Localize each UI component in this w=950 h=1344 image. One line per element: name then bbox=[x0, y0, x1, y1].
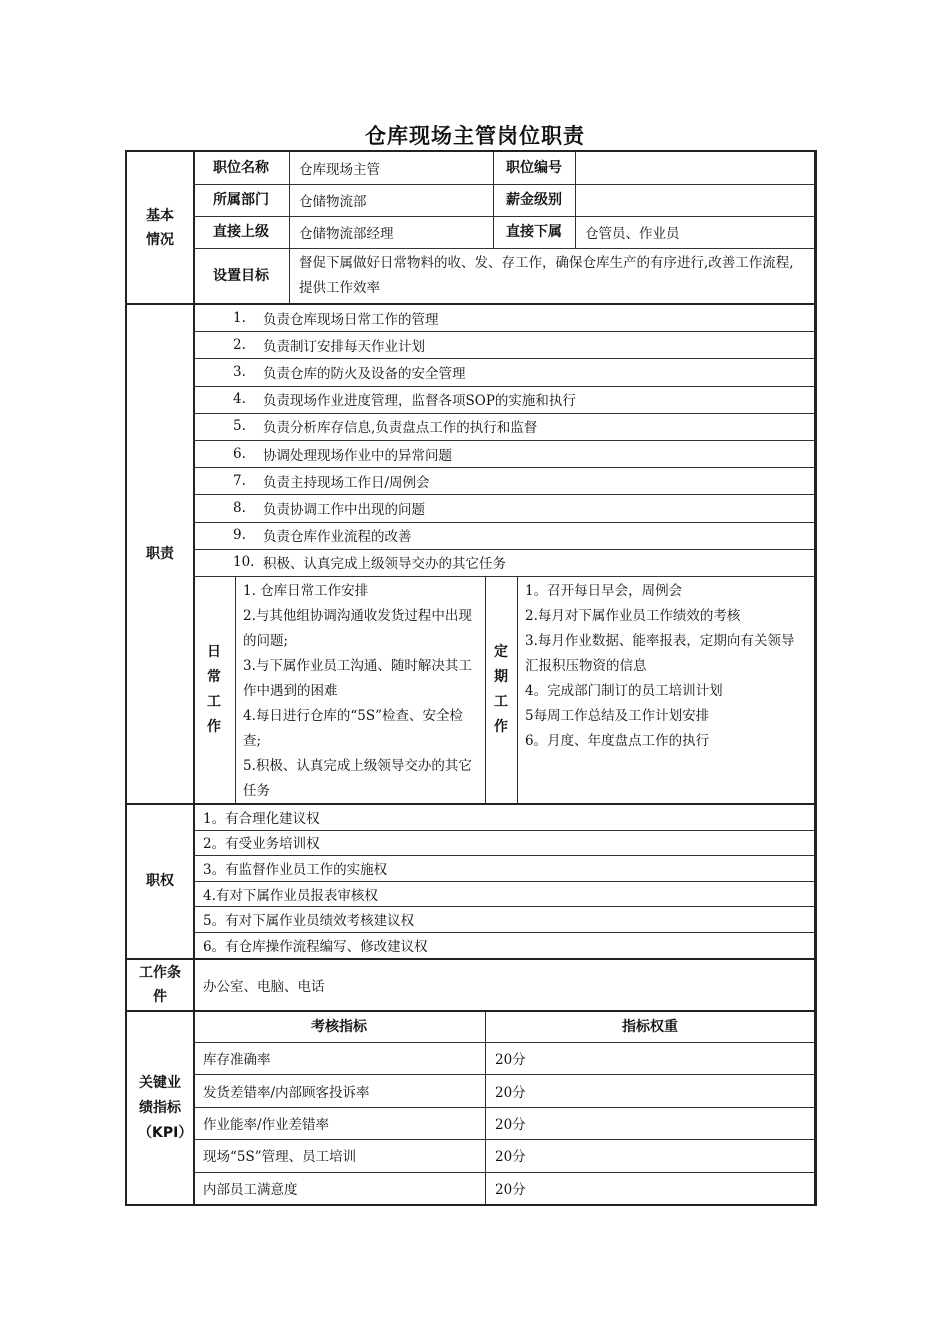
periodic-work-label: 定期工作 bbox=[494, 644, 508, 735]
pos-no-label: 职位编号 bbox=[506, 160, 562, 176]
authority-item: 2。有受业务培训权 bbox=[203, 836, 320, 853]
periodic-item: 3.每月作业数据、能率报表，定期向有关领导汇报积压物资的信息 bbox=[525, 633, 795, 674]
kpi-col-weight: 指标权重 bbox=[622, 1019, 678, 1035]
duty-text: 负责现场作业进度管理，监督各项SOP的实施和执行 bbox=[263, 393, 576, 410]
authority-item: 4.有对下属作业员报表审核权 bbox=[203, 887, 378, 904]
daily-work-list bbox=[235, 576, 485, 804]
duty-number: 4. bbox=[233, 391, 246, 408]
kpi-indicator: 现场“5S”管理、员工培训 bbox=[203, 1149, 357, 1166]
duty-item bbox=[193, 413, 815, 440]
section-label-duties: 职责 bbox=[146, 546, 174, 562]
superior-label: 直接上级 bbox=[213, 224, 269, 240]
kpi-indicator: 作业能率/作业差错率 bbox=[203, 1116, 330, 1133]
pos-name-label: 职位名称 bbox=[213, 160, 269, 176]
duty-item bbox=[193, 522, 815, 549]
dept-label: 所属部门 bbox=[213, 192, 269, 208]
divider bbox=[133, 1204, 191, 1206]
goal-label: 设置目标 bbox=[213, 267, 269, 284]
periodic-work-list bbox=[517, 576, 815, 804]
daily-item: 5.积极、认真完成上级领导交办的其它任务 bbox=[243, 758, 472, 799]
section-label-basic: 基本情况 bbox=[146, 208, 174, 248]
duty-number: 6. bbox=[233, 445, 246, 462]
kpi-weight: 20分 bbox=[495, 1181, 526, 1198]
duty-number: 1. bbox=[233, 309, 246, 326]
subordinate-value: 仓管员、作业员 bbox=[585, 226, 680, 242]
duty-text: 积极、认真完成上级领导交办的其它任务 bbox=[263, 556, 506, 573]
duty-text: 负责协调工作中出现的问题 bbox=[263, 501, 425, 518]
periodic-item: 2.每月对下属作业员工作绩效的考核 bbox=[525, 608, 741, 624]
duty-number: 3. bbox=[233, 363, 246, 380]
duty-number: 10. bbox=[233, 554, 255, 571]
kpi-weight: 20分 bbox=[495, 1084, 526, 1101]
section-label-conditions: 工作条件 bbox=[139, 965, 181, 1005]
daily-item: 2.与其他组协调沟通收发货过程中出现的问题; bbox=[243, 608, 472, 649]
duty-text: 负责分析库存信息,负责盘点工作的执行和监督 bbox=[263, 420, 538, 437]
duty-text: 负责制订安排每天作业计划 bbox=[263, 338, 425, 355]
kpi-indicator: 内部员工满意度 bbox=[203, 1181, 298, 1198]
duty-item bbox=[193, 494, 815, 521]
duty-number: 5. bbox=[233, 418, 246, 435]
authority-item: 6。有仓库操作流程编写、修改建议权 bbox=[203, 938, 428, 955]
duty-text: 负责仓库的防火及设备的安全管理 bbox=[263, 365, 466, 382]
duty-item bbox=[193, 331, 815, 358]
goal-value: 督促下属做好日常物料的收、发、存工作，确保仓库生产的有序进行,改善工作流程,提供工作效率 bbox=[299, 255, 794, 296]
salary-label: 薪金级别 bbox=[506, 192, 562, 208]
duty-text: 负责主持现场工作日/周例会 bbox=[263, 474, 430, 491]
duty-item bbox=[193, 549, 815, 576]
daily-item: 1. 仓库日常工作安排 bbox=[243, 583, 369, 599]
periodic-item: 6。月度、年度盘点工作的执行 bbox=[525, 733, 710, 749]
authority-item: 1。有合理化建议权 bbox=[203, 810, 320, 827]
kpi-indicator: 库存准确率 bbox=[203, 1052, 271, 1069]
pos-name-value: 仓库现场主管 bbox=[299, 162, 380, 178]
authority-item: 3。有监督作业员工作的实施权 bbox=[203, 861, 388, 878]
page-title: 仓库现场主管岗位职责 bbox=[365, 124, 585, 148]
duty-item bbox=[193, 304, 815, 331]
kpi-indicator: 发货差错率/内部顾客投诉率 bbox=[203, 1084, 370, 1101]
duty-item bbox=[193, 386, 815, 413]
duty-number: 8. bbox=[233, 499, 246, 516]
kpi-col-indicator: 考核指标 bbox=[311, 1019, 367, 1035]
superior-value: 仓储物流部经理 bbox=[299, 226, 394, 242]
periodic-item: 1。召开每日早会，周例会 bbox=[525, 583, 683, 599]
kpi-weight: 20分 bbox=[495, 1149, 526, 1166]
duty-number: 2. bbox=[233, 336, 246, 353]
duty-number: 7. bbox=[233, 472, 246, 489]
duty-text: 负责仓库现场日常工作的管理 bbox=[263, 311, 439, 328]
duty-item bbox=[193, 467, 815, 494]
daily-item: 3.与下属作业员工沟通、随时解决其工作中遇到的困难 bbox=[243, 658, 472, 699]
subordinate-label: 直接下属 bbox=[506, 224, 562, 240]
section-label-authority: 职权 bbox=[146, 873, 174, 889]
duty-item bbox=[193, 358, 815, 385]
kpi-weight: 20分 bbox=[495, 1116, 526, 1133]
conditions-value: 办公室、电脑、电话 bbox=[203, 979, 325, 995]
duty-item bbox=[193, 440, 815, 467]
pos-no-value bbox=[575, 152, 815, 184]
authority-item: 5。有对下属作业员绩效考核建议权 bbox=[203, 913, 415, 930]
job-description-table bbox=[125, 150, 817, 1206]
duty-text: 负责仓库作业流程的改善 bbox=[263, 529, 412, 546]
duty-text: 协调处理现场作业中的异常问题 bbox=[263, 447, 452, 464]
salary-value bbox=[575, 184, 815, 216]
daily-item: 4.每日进行仓库的“5S”检查、安全检查; bbox=[243, 708, 464, 749]
periodic-item: 5每周工作总结及工作计划安排 bbox=[525, 708, 710, 724]
daily-work-label: 日常工作 bbox=[207, 644, 221, 735]
duty-number: 9. bbox=[233, 527, 246, 544]
dept-value: 仓储物流部 bbox=[299, 194, 367, 210]
periodic-item: 4。完成部门制订的员工培训计划 bbox=[525, 683, 723, 699]
kpi-weight: 20分 bbox=[495, 1052, 526, 1069]
section-label-kpi: 关键业绩指标（KPI） bbox=[138, 1074, 193, 1141]
